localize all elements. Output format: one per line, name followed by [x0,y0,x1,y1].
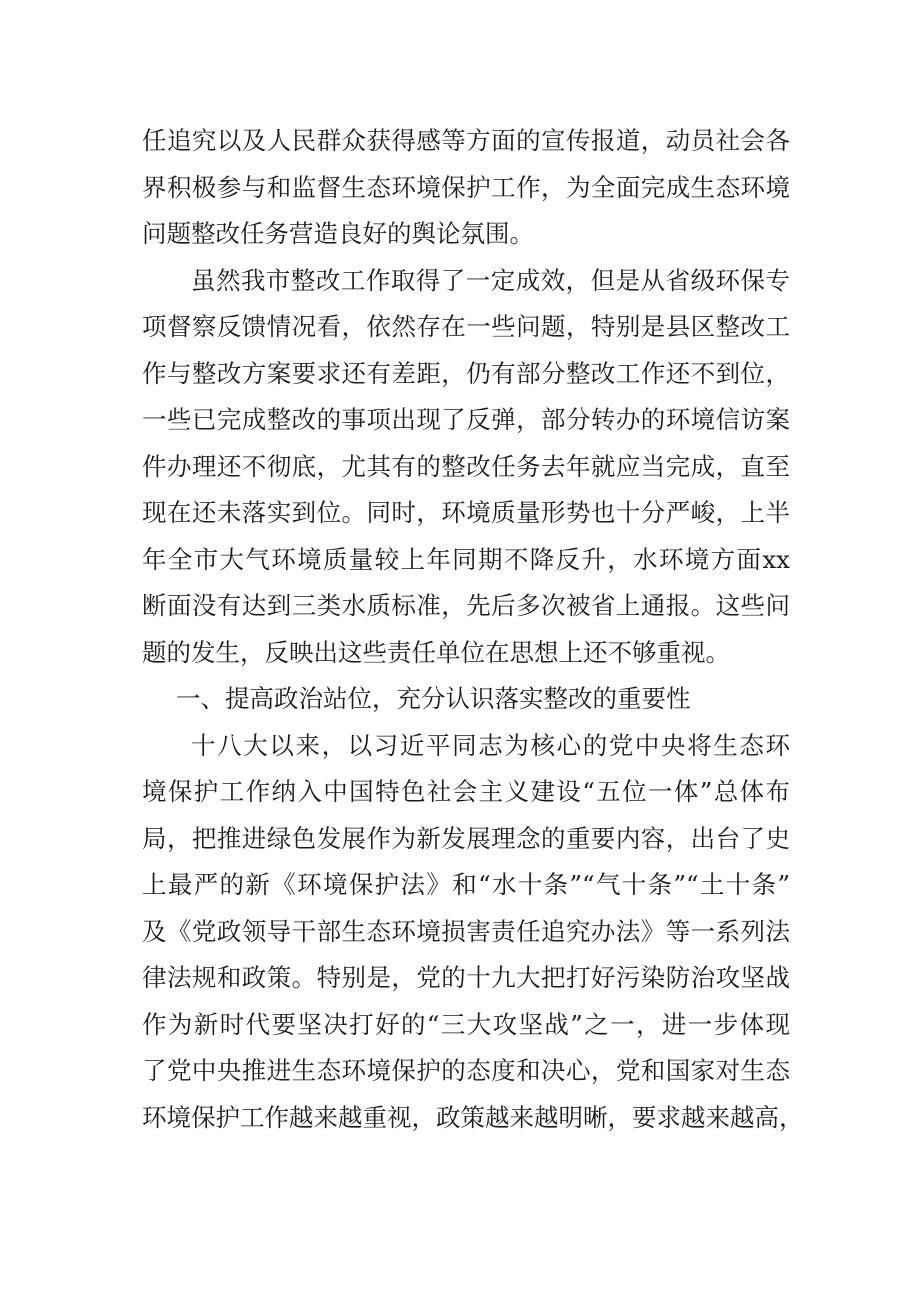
text-line: 项督察反馈情况看，依然存在一些问题，特别是县区整改工 [142,312,790,341]
text-line: 现在还未落实到位。同时，环境质量形势也十分严峻，上半 [142,498,790,527]
section-heading: 一、提高政治站位，充分认识落实整改的重要性 [176,684,691,713]
text-line: 了党中央推进生态环境保护的态度和决心，党和国家对生态 [142,1056,790,1085]
text-line: 作为新时代要坚决打好的“三大攻坚战”之一，进一步体现 [142,1009,790,1039]
text-line: 虽然我市整改工作取得了一定成效，但是从省级环保专 [191,265,790,295]
text-line: 十八大以来，以习近平同志为核心的党中央将生态环 [191,730,790,760]
text-line: 局，把推进绿色发展作为新发展理念的重要内容，出台了史 [142,823,790,853]
text-line: 年全市大气环境质量较上年同期不降反升，水环境方面xx [142,544,790,574]
text-line: 环境保护工作越来越重视，政策越来越明晰，要求越来越高， [142,1102,804,1132]
text-line: 题的发生，反映出这些责任单位在思想上还不够重视。 [142,637,730,667]
text-line: 断面没有达到三类水质标准，先后多次被省上通报。这些问 [142,591,790,620]
text-line: 及《党政领导干部生态环境损害责任追究办法》等一系列法 [142,916,790,946]
text-line: 问题整改任务营造良好的舆论氛围。 [142,219,534,248]
text-line: 上最严的新《环境保护法》和“水十条”“气十条”“土十条” [142,870,790,899]
text-line: 界积极参与和监督生态环境保护工作，为全面完成生态环境 [142,172,790,202]
text-line: 任追究以及人民群众获得感等方面的宣传报道，动员社会各 [142,126,790,155]
text-line: 作与整改方案要求还有差距，仍有部分整改工作还不到位， [142,358,790,388]
text-line: 律法规和政策。特别是，党的十九大把打好污染防治攻坚战 [142,963,790,992]
text-line: 件办理还不彻底，尤其有的整改任务去年就应当完成，直至 [142,451,790,481]
text-line: 境保护工作纳入中国特色社会主义建设“五位一体”总体布 [142,777,790,806]
document-body [142,118,804,1141]
text-line: 一些已完成整改的事项出现了反弹，部分转办的环境信访案 [142,405,790,434]
